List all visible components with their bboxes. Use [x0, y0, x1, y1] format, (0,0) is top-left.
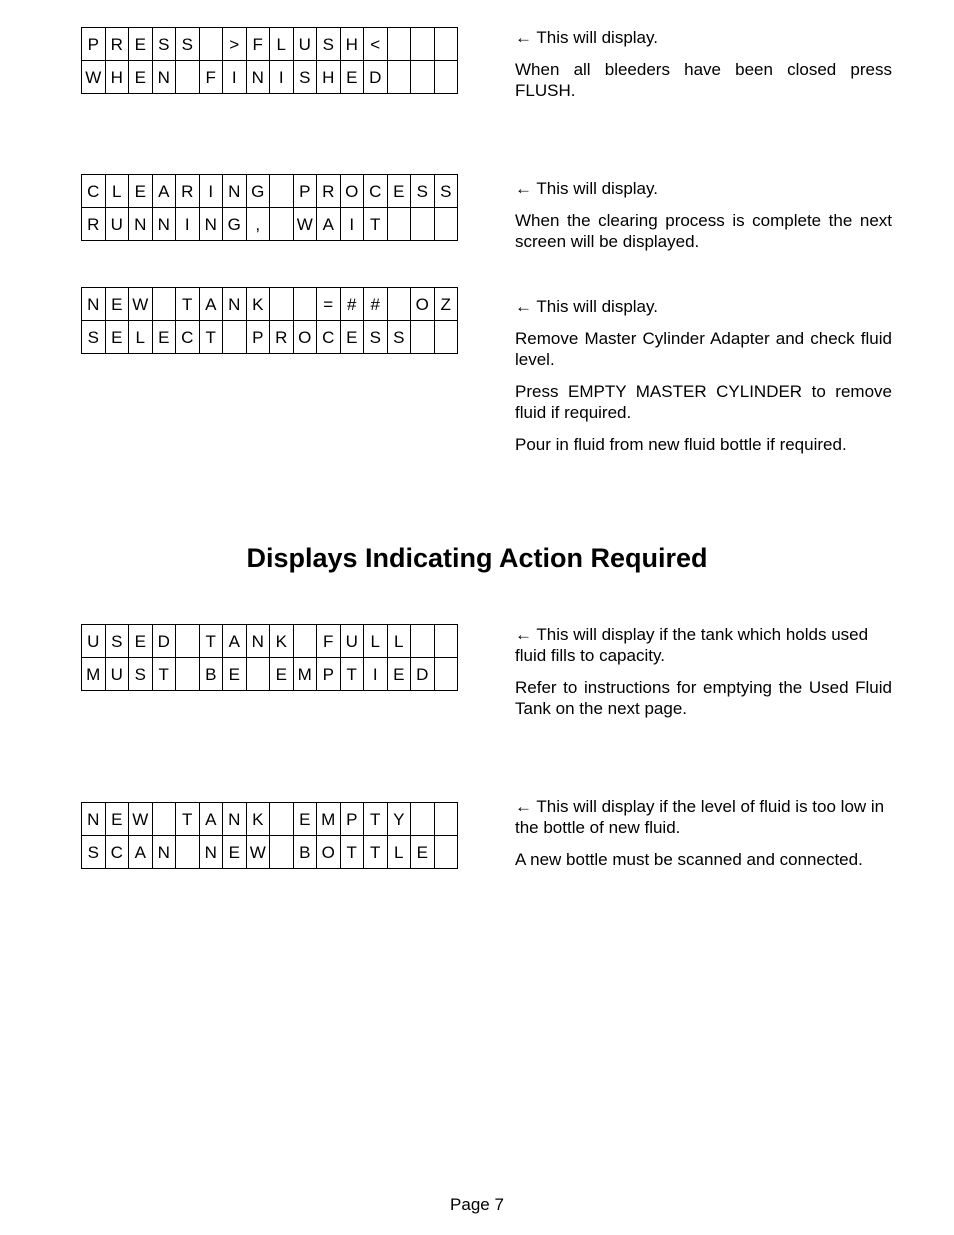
note-text: Pour in fluid from new fluid bottle if required. — [515, 435, 847, 454]
lcd-cell: C — [176, 321, 200, 354]
lcd-cell: E — [105, 288, 129, 321]
lcd-cell: T — [176, 288, 200, 321]
display-description — [515, 624, 892, 730]
note-text: This will display if the level of fluid is too low in the bottle of new fluid. — [515, 797, 885, 837]
lcd-cell: R — [105, 28, 129, 61]
lcd-cell: D — [411, 658, 435, 691]
lcd-cell: A — [317, 208, 341, 241]
lcd-row — [82, 658, 458, 691]
lcd-cell: O — [317, 836, 341, 869]
lcd-display — [81, 174, 458, 241]
display-note — [515, 381, 892, 423]
lcd-cell — [434, 28, 458, 61]
lcd-cell: L — [364, 625, 388, 658]
lcd-cell: < — [364, 28, 388, 61]
lcd-cell: O — [340, 175, 364, 208]
lcd-cell: T — [364, 803, 388, 836]
lcd-cell: T — [364, 836, 388, 869]
display-note — [515, 434, 892, 455]
lcd-cell — [434, 208, 458, 241]
lcd-cell — [434, 803, 458, 836]
lcd-cell: O — [411, 288, 435, 321]
lcd-cell: T — [199, 321, 223, 354]
lcd-cell: L — [387, 836, 411, 869]
lcd-cell: A — [199, 803, 223, 836]
lcd-cell: E — [340, 321, 364, 354]
lcd-cell: C — [82, 175, 106, 208]
lcd-cell: N — [82, 288, 106, 321]
lcd-cell: P — [317, 658, 341, 691]
lcd-cell: E — [411, 836, 435, 869]
lcd-cell: K — [246, 803, 270, 836]
lcd-cell: T — [364, 208, 388, 241]
lcd-cell: W — [246, 836, 270, 869]
lcd-cell — [246, 658, 270, 691]
lcd-cell — [434, 625, 458, 658]
lcd-cell: U — [293, 28, 317, 61]
lcd-cell — [387, 61, 411, 94]
display-note-lead — [515, 178, 892, 199]
note-text: A new bottle must be scanned and connected. — [515, 850, 863, 869]
display-note — [515, 328, 892, 370]
lcd-cell: N — [82, 803, 106, 836]
display-note-lead — [515, 27, 892, 48]
lcd-cell: K — [246, 288, 270, 321]
display-note-lead — [515, 796, 892, 838]
lcd-cell: E — [129, 175, 153, 208]
lcd-cell — [293, 288, 317, 321]
lcd-cell: I — [270, 61, 294, 94]
lcd-cell: T — [199, 625, 223, 658]
lcd-cell: A — [223, 625, 247, 658]
lcd-cell: S — [152, 28, 176, 61]
lcd-cell: B — [293, 836, 317, 869]
section-heading: Displays Indicating Action Required — [246, 543, 708, 573]
lcd-row — [82, 208, 458, 241]
note-text: When all bleeders have been closed press FLUSH. — [515, 60, 892, 100]
lcd-cell: F — [317, 625, 341, 658]
lcd-cell: N — [152, 836, 176, 869]
lcd-cell — [411, 321, 435, 354]
lcd-cell: T — [340, 658, 364, 691]
lcd-row — [82, 803, 458, 836]
lcd-cell: S — [293, 61, 317, 94]
lcd-cell — [434, 61, 458, 94]
lcd-cell: E — [129, 625, 153, 658]
lcd-cell: A — [152, 175, 176, 208]
lcd-cell: I — [340, 208, 364, 241]
lcd-cell: W — [82, 61, 106, 94]
lcd-cell: L — [270, 28, 294, 61]
lcd-cell: R — [176, 175, 200, 208]
lcd-cell: S — [411, 175, 435, 208]
lcd-cell — [411, 28, 435, 61]
lcd-cell: W — [293, 208, 317, 241]
display-description — [515, 27, 892, 112]
lcd-cell: W — [129, 288, 153, 321]
note-text: Remove Master Cylinder Adapter and check fluid level. — [515, 329, 892, 369]
lcd-cell: E — [293, 803, 317, 836]
lcd-cell — [223, 321, 247, 354]
lcd-cell: E — [129, 28, 153, 61]
left-arrow-icon: ← — [515, 625, 532, 644]
lcd-cell: S — [387, 321, 411, 354]
lcd-cell — [434, 321, 458, 354]
lcd-cell: P — [293, 175, 317, 208]
note-text: This will display if the tank which holds used fluid fills to capacity. — [515, 625, 869, 665]
lcd-cell — [411, 208, 435, 241]
lcd-cell: L — [387, 625, 411, 658]
lcd-cell: T — [176, 803, 200, 836]
lcd-cell — [270, 208, 294, 241]
lcd-cell: N — [152, 61, 176, 94]
lcd-cell: N — [223, 803, 247, 836]
lcd-cell: R — [270, 321, 294, 354]
note-text: When the clearing process is complete the next screen will be displayed. — [515, 211, 892, 251]
lcd-display — [81, 27, 458, 94]
lcd-cell — [411, 625, 435, 658]
lcd-cell — [199, 28, 223, 61]
lcd-cell — [270, 288, 294, 321]
lcd-cell: B — [199, 658, 223, 691]
lcd-cell: S — [82, 836, 106, 869]
lcd-cell: P — [246, 321, 270, 354]
lcd-cell: , — [246, 208, 270, 241]
lcd-cell: H — [105, 61, 129, 94]
lcd-cell: E — [223, 836, 247, 869]
note-text: This will display. — [536, 297, 658, 316]
lcd-cell: S — [105, 625, 129, 658]
note-text: Press EMPTY MASTER CYLINDER to remove fluid if required. — [515, 382, 892, 422]
lcd-cell — [270, 175, 294, 208]
lcd-cell: S — [364, 321, 388, 354]
lcd-cell: K — [270, 625, 294, 658]
note-text: This will display. — [536, 179, 658, 198]
lcd-cell — [270, 803, 294, 836]
lcd-cell — [411, 803, 435, 836]
lcd-cell — [387, 28, 411, 61]
lcd-row — [82, 28, 458, 61]
lcd-cell: M — [82, 658, 106, 691]
lcd-cell: C — [317, 321, 341, 354]
lcd-cell: N — [152, 208, 176, 241]
display-note — [515, 677, 892, 719]
lcd-row — [82, 61, 458, 94]
lcd-cell — [176, 61, 200, 94]
note-text: This will display. — [536, 28, 658, 47]
lcd-cell: E — [129, 61, 153, 94]
lcd-cell: W — [129, 803, 153, 836]
lcd-cell: E — [387, 658, 411, 691]
lcd-cell: # — [364, 288, 388, 321]
lcd-row — [82, 288, 458, 321]
lcd-cell: N — [223, 288, 247, 321]
left-arrow-icon: ← — [515, 297, 532, 316]
lcd-row — [82, 321, 458, 354]
lcd-cell: E — [340, 61, 364, 94]
display-note — [515, 59, 892, 101]
lcd-cell: P — [340, 803, 364, 836]
lcd-cell: D — [364, 61, 388, 94]
display-description — [515, 296, 892, 466]
lcd-cell: M — [317, 803, 341, 836]
lcd-cell: L — [105, 175, 129, 208]
lcd-cell: N — [246, 61, 270, 94]
lcd-cell: S — [434, 175, 458, 208]
lcd-cell: I — [364, 658, 388, 691]
lcd-cell — [434, 836, 458, 869]
lcd-cell: S — [317, 28, 341, 61]
lcd-cell: S — [129, 658, 153, 691]
lcd-cell: Z — [434, 288, 458, 321]
lcd-display — [81, 802, 458, 869]
lcd-cell — [387, 288, 411, 321]
lcd-cell — [176, 658, 200, 691]
lcd-cell: = — [317, 288, 341, 321]
lcd-cell — [176, 625, 200, 658]
display-note — [515, 210, 892, 252]
lcd-cell: H — [317, 61, 341, 94]
lcd-cell: E — [387, 175, 411, 208]
lcd-cell: F — [246, 28, 270, 61]
lcd-cell: H — [340, 28, 364, 61]
lcd-cell: G — [246, 175, 270, 208]
lcd-cell: N — [199, 208, 223, 241]
lcd-cell: U — [105, 658, 129, 691]
left-arrow-icon: ← — [515, 797, 532, 816]
lcd-cell: N — [246, 625, 270, 658]
lcd-cell: L — [129, 321, 153, 354]
lcd-cell — [411, 61, 435, 94]
left-arrow-icon: ← — [515, 179, 532, 198]
lcd-cell: S — [82, 321, 106, 354]
page-number: Page 7 — [450, 1195, 504, 1214]
note-text: Refer to instructions for emptying the Used Fluid Tank on the next page. — [515, 678, 892, 718]
lcd-cell: N — [129, 208, 153, 241]
lcd-cell: R — [82, 208, 106, 241]
lcd-cell: N — [223, 175, 247, 208]
lcd-cell — [387, 208, 411, 241]
display-note-lead — [515, 296, 892, 317]
lcd-cell — [293, 625, 317, 658]
lcd-cell — [176, 836, 200, 869]
lcd-cell: R — [317, 175, 341, 208]
lcd-cell: G — [223, 208, 247, 241]
lcd-cell: U — [82, 625, 106, 658]
lcd-cell: T — [340, 836, 364, 869]
lcd-cell: E — [223, 658, 247, 691]
lcd-display — [81, 624, 458, 691]
left-arrow-icon: ← — [515, 28, 532, 47]
lcd-display — [81, 287, 458, 354]
lcd-cell: N — [199, 836, 223, 869]
lcd-cell — [434, 658, 458, 691]
lcd-cell: E — [152, 321, 176, 354]
lcd-cell: Y — [387, 803, 411, 836]
lcd-row — [82, 836, 458, 869]
lcd-cell: S — [176, 28, 200, 61]
display-note — [515, 849, 892, 870]
lcd-cell: C — [364, 175, 388, 208]
lcd-cell: E — [105, 321, 129, 354]
lcd-cell: O — [293, 321, 317, 354]
lcd-cell: I — [223, 61, 247, 94]
lcd-cell: A — [129, 836, 153, 869]
lcd-cell: > — [223, 28, 247, 61]
lcd-cell — [152, 803, 176, 836]
lcd-cell — [270, 836, 294, 869]
lcd-cell: F — [199, 61, 223, 94]
display-note-lead — [515, 624, 892, 666]
lcd-cell — [152, 288, 176, 321]
lcd-cell: E — [105, 803, 129, 836]
lcd-cell: T — [152, 658, 176, 691]
lcd-cell: U — [340, 625, 364, 658]
lcd-cell: U — [105, 208, 129, 241]
lcd-cell: C — [105, 836, 129, 869]
lcd-cell: I — [199, 175, 223, 208]
lcd-cell: # — [340, 288, 364, 321]
display-description — [515, 178, 892, 263]
lcd-cell: P — [82, 28, 106, 61]
lcd-cell: E — [270, 658, 294, 691]
lcd-cell: I — [176, 208, 200, 241]
display-description — [515, 796, 892, 881]
lcd-cell: A — [199, 288, 223, 321]
lcd-row — [82, 625, 458, 658]
lcd-cell: D — [152, 625, 176, 658]
lcd-row — [82, 175, 458, 208]
lcd-cell: M — [293, 658, 317, 691]
